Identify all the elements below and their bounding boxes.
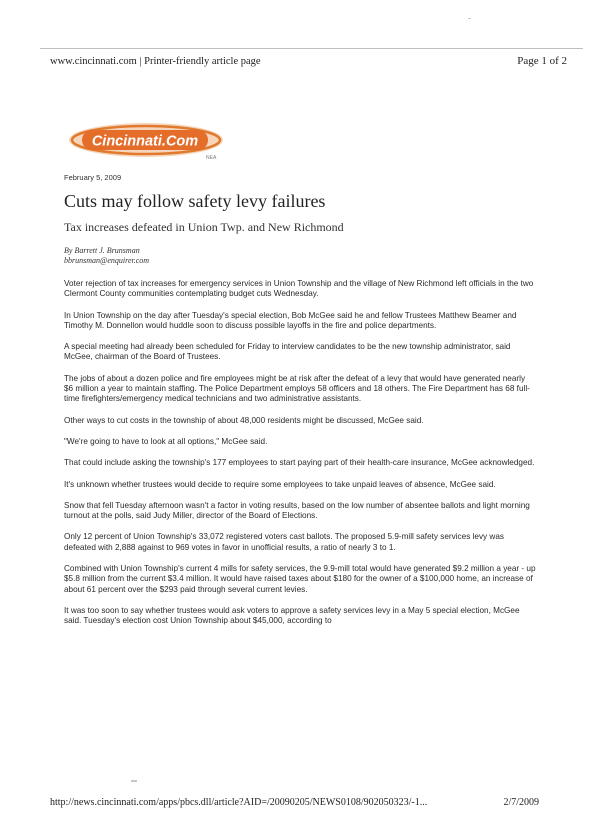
article-paragraph: The jobs of about a dozen police and fire employees might be at risk after the defeat of a levy that would have generated nearly $6 million a year to maintain staffing. The Police Department employs 58 officers and 18 others. The Fire Department has 68 full-time firefighters/emergency medical technicians and two administrative assistants. [64, 373, 530, 404]
article-paragraph: Only 12 percent of Union Township's 33,072 registered voters cast ballots. The proposed 5.9-mill safety services levy was defeated with 2,888 against to 969 votes in favor in unofficial results, a ratio of nearly 3 to 1. [64, 532, 504, 552]
article-paragraph: It was too soon to say whether trustees would ask voters to approve a safety services levy in a May 5 special election, McGee said. Tuesday's election cost Union Township about $45,000, according to [64, 605, 520, 626]
article-headline: Cuts may follow safety levy failures [64, 191, 326, 211]
article-paragraph: Voter rejection of tax increases for emergency services in Union Township and the village of New Richmond left officials in the two Clermont County communities contemplating budget cuts Wednesday. [64, 279, 534, 299]
article-paragraph: In Union Township on the day after Tuesday's special election, Bob McGee said he and fellow Trustees Matthew Beamer and Timothy M. Donnellon would huddle soon to discuss possible layoffs in the fire and police departments. [64, 310, 517, 330]
article-paragraph: Snow that fell Tuesday afternoon wasn't a factor in voting results, based on the low number of absentee ballots and light morning turnout at the polls, said Judy Miller, director of the Board of Elections. [64, 500, 530, 521]
scan-speck [468, 18, 471, 19]
article-subhead: Tax increases defeated in Union Twp. and New Richmond [64, 220, 344, 234]
header-divider [40, 48, 583, 49]
print-date: 2/7/2009 [503, 797, 539, 808]
cincinnati-logo [66, 121, 224, 161]
author-name: By Barrett J. Brunsman [64, 246, 140, 255]
scan-speck [131, 780, 137, 782]
article-body [64, 279, 536, 638]
article-paragraph: It's unknown whether trustees would decide to require some employees to take unpaid leaves of absence, McGee said. [64, 479, 496, 489]
author-email: bbrunsman@enquirer.com [64, 256, 150, 265]
article-date: February 5, 2009 [64, 173, 122, 182]
page-number: Page 1 of 2 [517, 55, 567, 67]
article-paragraph: Other ways to cut costs in the township of about 48,000 residents might be discussed, McGee said. [64, 415, 424, 425]
logo-wordmark: Cincinnati.Com [91, 133, 199, 150]
site-header: www.cincinnati.com | Printer-friendly article page [50, 56, 261, 67]
article-paragraph: A special meeting had already been scheduled for Friday to interview candidates to be the new township administrator, said McGee, chairman of the Board of Trustees. [64, 342, 511, 362]
article-paragraph: Combined with Union Township's current 4 mills for safety services, the 9.9-mill total would have generated $9.2 million a year - up $5.8 million from the current $3.4 million. It would have raised taxes about $180 for the owner of a $100,000 home, an increase of about 61 percent over the $293 paid through several current levies. [64, 564, 536, 594]
logo-subtext: NEA [206, 155, 217, 161]
byline [64, 246, 149, 266]
article-paragraph: That could include asking the township's 177 employees to start paying part of their health-care insurance, McGee acknowledged. [64, 458, 535, 468]
article-paragraph: "We're going to have to look at all options," McGee said. [64, 436, 268, 446]
source-url: http://news.cincinnati.com/apps/pbcs.dll/article?AID=/20090205/NEWS0108/902050323/-1... [50, 797, 428, 808]
